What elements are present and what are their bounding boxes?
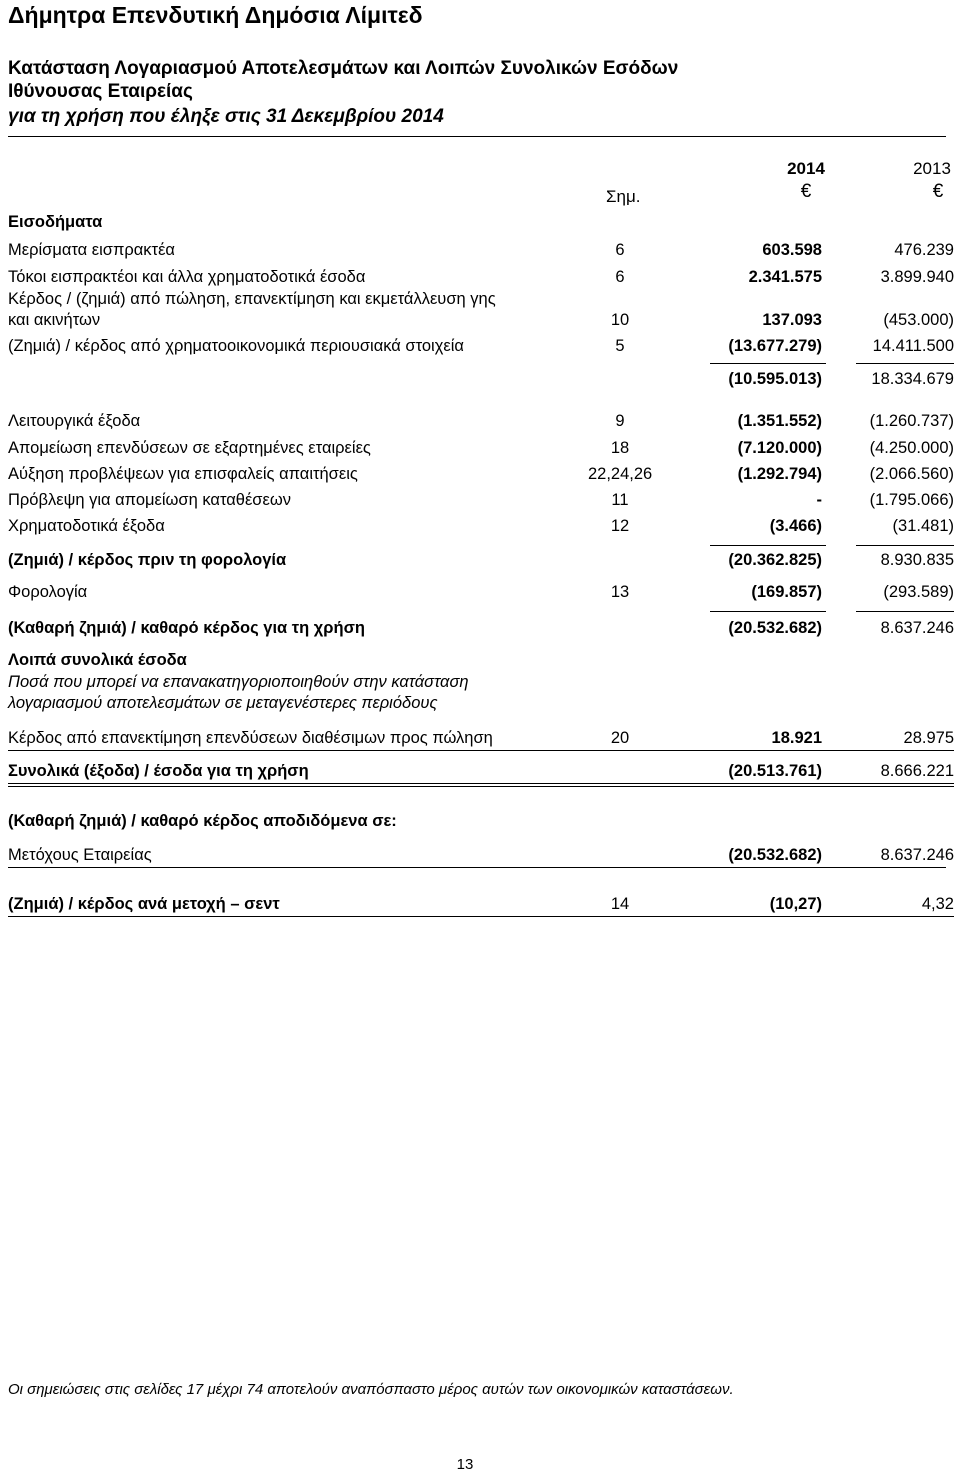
row-label: Μετόχους Εταιρείας [8,846,152,864]
row-value-2014: (13.677.279) [728,337,822,355]
row-label: Συνολικά (έξοδα) / έσοδα για τη χρήση [8,762,309,780]
row-net-profit [8,619,954,641]
statement-title-line1: Κατάσταση Λογαριασμού Αποτελεσμάτων και Λοιπών Συνολικών Εσόδων [8,58,679,79]
row-value-2014: (3.466) [769,517,822,535]
row-value-2013: (31.481) [892,517,954,535]
row-value-2013: (1.260.737) [869,412,954,430]
row-value-2013: 8.637.246 [880,846,954,864]
row-value-2014: - [816,491,822,509]
header-divider [8,136,946,137]
row-note: 12 [610,517,630,535]
column-header-2013: 2013 [913,159,951,178]
row-dividends [8,241,954,263]
row-financial-assets [8,337,954,359]
row-label: Φορολογία [8,583,88,601]
row-note: 10 [610,311,630,329]
row-value-2014: (169.857) [751,583,822,601]
row-value-2014: 2.341.575 [748,268,822,286]
row-note: 5 [615,337,625,355]
statement-title-line2: Ιθύνουσας Εταιρείας [8,81,193,102]
row-note: 6 [615,268,625,286]
total-comprehensive-underline [8,783,954,784]
eps-underline [8,916,954,917]
row-value-2013: 8.666.221 [880,762,954,780]
column-header-note: Σημ. [606,187,641,206]
row-value-2014: 137.093 [762,311,822,329]
row-label: Τόκοι εισπρακτέοι και άλλα χρηματοδοτικά έσοδα [8,268,366,286]
row-deposit-impairment [8,491,954,513]
row-value-2014: (1.351.552) [737,412,822,430]
row-label: και ακινήτων [8,311,101,329]
shareholders-underline [8,867,946,868]
row-income-subtotal [8,370,954,392]
row-label: Απομείωση επενδύσεων σε εξαρτημένες εταιρείες [8,439,371,457]
row-land-gain-line1 [8,290,954,312]
row-attributable-heading [8,812,954,834]
row-value-2013: 8.637.246 [880,619,954,637]
row-impairment-subsidiaries [8,439,954,461]
row-value-2013: (2.066.560) [869,465,954,483]
company-name: Δήμητρα Επενδυτική Δημόσια Λίμιτεδ [8,2,423,28]
row-label: (Ζημιά) / κέρδος ανά μετοχή – σεντ [8,895,280,913]
row-bad-debt-provisions [8,465,954,487]
row-oci-heading [8,651,954,673]
column-header-2014: 2014 [787,159,825,178]
row-value-2014: 18.921 [771,729,822,747]
row-label: (Καθαρή ζημιά) / καθαρό κέρδος αποδιδόμενα σε: [8,812,397,830]
row-note: 14 [610,895,630,913]
row-value-2014: (20.362.825) [728,551,822,569]
row-oci-subheading-line2 [8,694,954,716]
row-operating-expenses [8,412,954,434]
row-shareholders [8,846,954,868]
tax-rule-2013 [856,611,954,612]
row-label: (Καθαρή ζημιά) / καθαρό κέρδος για τη χρήση [8,619,365,637]
row-value-2013: (4.250.000) [869,439,954,457]
row-note: 9 [615,412,625,430]
row-label: Μερίσματα εισπρακτέα [8,241,175,259]
row-note: 22,24,26 [588,465,653,483]
row-label: Πρόβλεψη για απομείωση καταθέσεων [8,491,291,509]
afs-row-underline [8,750,954,751]
row-label: Κέρδος / (ζημιά) από πώληση, επανεκτίμηση και εκμετάλλευση γης [8,290,496,308]
row-value-2013: 8.930.835 [880,551,954,569]
row-value-2013: 476.239 [894,241,954,259]
row-value-2013: (1.795.066) [869,491,954,509]
currency-2014: € [800,181,812,202]
row-income-heading [8,213,954,235]
row-value-2014: (20.532.682) [728,846,822,864]
row-interest-income [8,268,954,290]
footnote: Οι σημειώσεις στις σελίδες 17 μέχρι 74 αποτελούν αναπόσπαστο μέρος αυτών των οικονομικών καταστάσεων. [8,1381,734,1398]
row-note: 6 [615,241,625,259]
row-label: Αύξηση προβλέψεων για επισφαλείς απαιτήσεις [8,465,358,483]
row-eps [8,895,954,917]
row-total-comprehensive [8,762,954,784]
row-note: 20 [610,729,630,747]
row-note: 13 [610,583,630,601]
row-label: Ποσά που μπορεί να επανακατηγοριοποιηθούν στην κατάσταση [8,673,469,691]
row-label: Λειτουργικά έξοδα [8,412,141,430]
row-value-2014: 603.598 [762,241,822,259]
row-value-2013: 14.411.500 [872,337,954,355]
row-value-2013: 4,32 [921,895,954,913]
row-label: Λοιπά συνολικά έσοδα [8,651,187,669]
row-value-2013: (293.589) [883,583,954,601]
row-taxation [8,583,954,605]
row-label: Εισοδήματα [8,213,103,231]
row-label: (Ζημιά) / κέρδος από χρηματοοικονομικά περιουσιακά στοιχεία [8,337,464,355]
row-oci-subheading-line1 [8,673,954,695]
row-afs-revaluation [8,729,954,751]
row-land-gain [8,311,954,333]
row-value-2014: (1.292.794) [737,465,822,483]
currency-2013: € [932,181,944,202]
row-value-2013: 18.334.679 [871,370,954,388]
statement-period: για τη χρήση που έληξε στις 31 Δεκεμβρίου 2014 [8,106,444,127]
row-value-2013: 3.899.940 [880,268,954,286]
tax-rule-2014 [710,611,826,612]
row-value-2014: (7.120.000) [737,439,822,457]
subtotal-rule-2013 [856,363,954,364]
row-note: 11 [611,491,629,509]
row-profit-before-tax [8,551,954,573]
row-value-2014: (20.513.761) [728,762,822,780]
page-number: 13 [456,1456,474,1473]
row-note: 18 [610,439,630,457]
row-label: λογαριασμού αποτελεσμάτων σε μεταγενέστερες περιόδους [8,694,438,712]
row-finance-costs [8,517,954,539]
row-value-2014: (20.532.682) [728,619,822,637]
row-value-2013: 28.975 [903,729,954,747]
subtotal-rule-2014 [710,363,826,364]
row-label: (Ζημιά) / κέρδος πριν τη φορολογία [8,551,287,569]
row-value-2014: (10,27) [769,895,822,913]
row-value-2014: (10.595.013) [728,370,822,388]
row-value-2013: (453.000) [883,311,954,329]
pbt-rule-2014 [710,545,826,546]
row-label: Κέρδος από επανεκτίμηση επενδύσεων διαθέσιμων προς πώληση [8,729,493,747]
row-label: Χρηματοδοτικά έξοδα [8,517,165,535]
pbt-rule-2013 [856,545,954,546]
total-comprehensive-double-underline [8,786,954,787]
